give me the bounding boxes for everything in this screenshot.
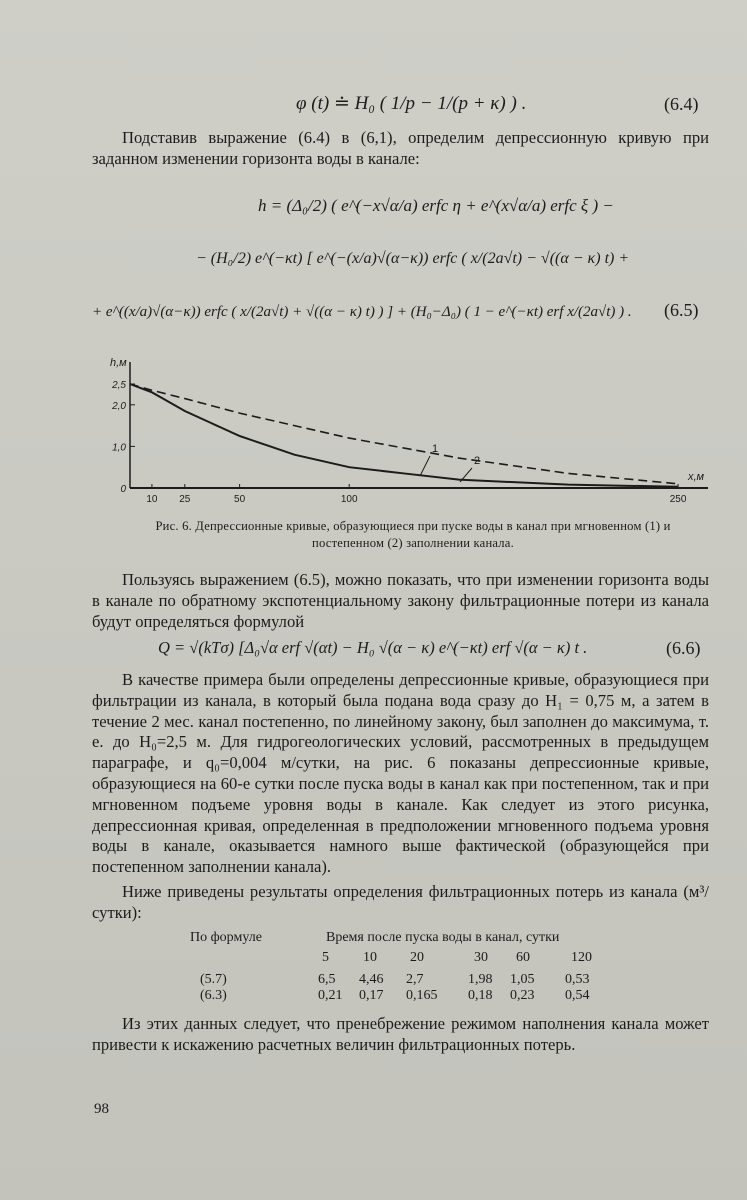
equation-6-5-number: (6.5) <box>664 300 699 320</box>
equation-6-5-line-3: + e^((x/a)√(α−κ)) erfc ( x/(2a√t) + √((α − κ) t) ) ] + (H₀−Δ₀) ( 1 − e^(−κt) erf x/(2a√t) ) . <box>92 304 632 320</box>
table-cell: 4,46 <box>359 972 384 987</box>
paragraph-conclusion: Из этих данных следует, что пренебрежение режимом наполнения канала может привести к искажению расчетных величин фильтрационных потерь. <box>92 1014 709 1054</box>
equation-6-4: φ (t) ≐ H₀ ( 1/p − 1/(p + κ) ) . <box>296 93 527 114</box>
table-cell: 0,53 <box>565 972 590 987</box>
figure-6-chart <box>100 352 720 517</box>
table-cell: 6,5 <box>318 972 336 987</box>
equation-6-5-line-1: h = (Δ₀/2) ( e^(−x√α/a) erfc η + e^(x√α/a) erfc ξ ) − <box>258 196 614 215</box>
table-cell: 1,05 <box>510 972 535 987</box>
curve-leader-1 <box>420 456 430 476</box>
y-axis-label: h,м <box>110 357 127 369</box>
paragraph-results-intro: Ниже приведены результаты определения фильтрационных потерь из канала (м³/сутки): <box>92 882 709 922</box>
y-tick-label: 2,5 <box>112 380 126 391</box>
x-tick-label: 100 <box>340 494 358 505</box>
table-cell: 0,54 <box>565 988 590 1003</box>
table-column-header: 60 <box>516 950 530 965</box>
table-header-time: Время после пуска воды в канал, сутки <box>326 930 560 945</box>
curve-label-1: 1 <box>432 443 439 455</box>
table-row-label: (6.3) <box>200 988 227 1003</box>
x-tick-label: 25 <box>179 494 191 505</box>
equation-6-6-number: (6.6) <box>666 638 701 658</box>
table-cell: 0,165 <box>406 988 438 1003</box>
equation-6-6: Q = √(kTσ) [Δ₀√α erf √(αt) − H₀ √(α − κ) e^(−κt) erf √(α − κ) t . <box>158 638 588 657</box>
series-line-1 <box>130 384 678 484</box>
table-cell: 1,98 <box>468 972 493 987</box>
x-axis-label: x,м <box>688 471 705 483</box>
curve-label-2: 2 <box>474 455 481 467</box>
paragraph-substitution: Подставив выражение (6.4) в (6,1), определим депрессионную кривую при заданном изменении горизонта воды в канале: <box>92 128 709 168</box>
table-cell: 0,21 <box>318 988 343 1003</box>
table-column-header: 120 <box>571 950 592 965</box>
table-column-header: 30 <box>474 950 488 965</box>
table-column-header: 10 <box>363 950 377 965</box>
y-tick-label: 2,0 <box>112 400 126 412</box>
x-tick-label: 50 <box>234 494 246 505</box>
table-cell: 0,18 <box>468 988 493 1003</box>
figure-6-caption: Рис. 6. Депрессионные кривые, образующиеся при пуске воды в канал при мгновенном (1) и постепенном (2) заполнении канала. <box>155 519 671 550</box>
equation-6-5-line-2: − (H₀/2) e^(−κt) [ e^(−(x/a)√(α−κ)) erfc ( x/(2a√t) − √((α − κ) t) + <box>196 250 630 267</box>
equation-6-4-number: (6.4) <box>664 94 699 114</box>
table-cell: 0,23 <box>510 988 535 1003</box>
table-row-label: (5.7) <box>200 972 227 987</box>
paragraph-expression-6-5: Пользуясь выражением (6.5), можно показать, что при изменении горизонта воды в канале по обратному экспотенциальному закону фильтрационные потери из канала будут определяться формулой <box>92 570 709 631</box>
series-line-2 <box>130 384 678 487</box>
y-tick-label: 0 <box>120 484 126 495</box>
table-cell: 0,17 <box>359 988 384 1003</box>
page-number: 98 <box>94 1101 109 1117</box>
x-tick-label: 250 <box>669 494 687 505</box>
table-column-header: 20 <box>410 950 424 965</box>
y-tick-label: 1,0 <box>112 442 126 454</box>
x-tick-label: 10 <box>146 494 158 505</box>
table-cell: 2,7 <box>406 972 424 987</box>
table-header-formula: По формуле <box>190 930 262 945</box>
table-column-header: 5 <box>322 950 329 965</box>
paragraph-example: В качестве примера были определены депрессионные кривые, образующиеся при фильтрации из канала, в который была подана вода сразу до H₁ = 0,75 м, а затем в течение 2 мес. канал постепенно, по линейному закону, был заполнен до максимума, т. е. до H₀=2,5 м. Для гидрогеологических условий, рассмотренных в предыдущем параграфе, и q₀=0,004 м/сутки, на рис. 6 показаны депрессионные кривые, образующиеся на 60-е сутки после пуска воды в канал как при постепенном, так и при мгновенном подъеме уровня воды в канале. Как следует из этого рисунка, депрессионная кривая, определенная в предположении мгновенного подъема уровня воды в канале, оказывается намного выше фактической (образующейся при постепенном заполнении канала). <box>92 670 709 877</box>
